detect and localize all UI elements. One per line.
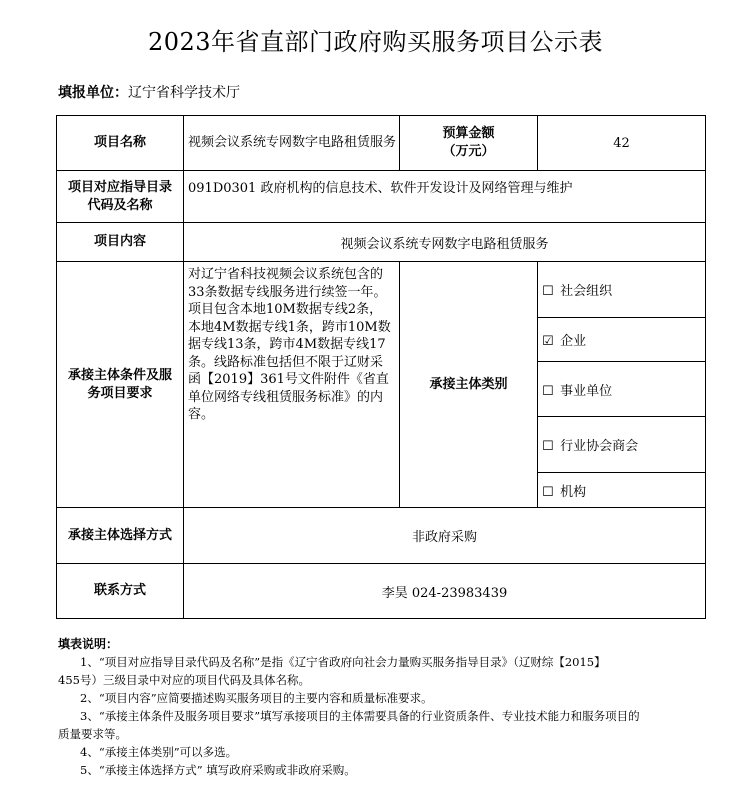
selection-label: 承接主体选择方式 bbox=[57, 508, 184, 564]
entity-type-option-label: 机构 bbox=[560, 484, 587, 500]
reporting-unit-value: 辽宁省科学技术厅 bbox=[128, 85, 240, 101]
note-line: 2、“项目内容”应简要描述购买服务项目的主要内容和质量标准要求。 bbox=[80, 691, 433, 705]
entity-type-option-label: 企业 bbox=[560, 334, 587, 349]
requirements-label: 承接主体条件及服务项目要求 bbox=[57, 262, 184, 508]
row-project-name bbox=[57, 116, 706, 171]
note-line: 质量要求等。 bbox=[58, 727, 127, 741]
note-line: 1、“项目对应指导目录代码及名称”是指《辽宁省政府向社会力量购买服务指导目录》（辽财综【2015】 bbox=[80, 655, 606, 669]
content-label: 项目内容 bbox=[57, 223, 184, 262]
row-selection bbox=[57, 508, 706, 564]
checkbox-icon: ☐ bbox=[542, 439, 554, 454]
checkbox-icon: ☐ bbox=[542, 383, 554, 399]
note-line: 5、“承接主体选择方式” 填写政府采购或非政府采购。 bbox=[80, 763, 356, 777]
entity-type-label: 承接主体类别 bbox=[400, 262, 538, 508]
contact-label: 联系方式 bbox=[57, 564, 184, 619]
entity-type-option-label: 社会组织 bbox=[560, 284, 613, 299]
requirements-value: 对辽宁省科技视频会议系统包含的33条数据专线服务进行续签一年。项目包含本地10M数据专线2条，本地4M数据专线1条，跨市10M数据专线13条，跨市4M数据专线17条。线路标准包括但不限于辽财采函【2019】361号文件附件《省直单位网络专线租赁服务标准》的内容。 bbox=[184, 262, 400, 508]
row-requirements bbox=[57, 262, 706, 318]
selection-value: 非政府采购 bbox=[184, 508, 706, 564]
project-name-value: 视频会议系统专网数字电路租赁服务 bbox=[184, 116, 400, 171]
checkbox-icon: ☐ bbox=[542, 284, 554, 299]
budget-value: 42 bbox=[538, 116, 706, 171]
notes-heading: 填表说明： bbox=[58, 637, 119, 651]
note-line: 455号）三级目录中对应的项目代码及具体名称。 bbox=[58, 673, 310, 687]
entity-type-option bbox=[538, 417, 706, 473]
reporting-unit-label: 填报单位： bbox=[58, 85, 128, 101]
entity-type-option bbox=[538, 473, 706, 508]
budget-label-line2: （万元） bbox=[442, 144, 495, 159]
page-title: 2023年省直部门政府购买服务项目公示表 bbox=[147, 28, 604, 56]
budget-label-line1: 预算金额 bbox=[442, 126, 495, 141]
note-line: 4、“承接主体类别”可以多选。 bbox=[80, 745, 238, 759]
entity-type-option bbox=[538, 262, 706, 318]
catalog-label: 项目对应指导目录代码及名称 bbox=[57, 171, 184, 223]
project-name-label: 项目名称 bbox=[57, 116, 184, 171]
reporting-unit bbox=[58, 82, 240, 102]
entity-type-option bbox=[538, 362, 706, 417]
row-contact bbox=[57, 564, 706, 619]
project-table bbox=[56, 115, 706, 619]
catalog-value: 091D0301 政府机构的信息技术、软件开发设计及网络管理与维护 bbox=[184, 171, 706, 223]
entity-type-option bbox=[538, 318, 706, 362]
row-content bbox=[57, 223, 706, 262]
budget-label bbox=[400, 116, 538, 171]
entity-type-option-label: 事业单位 bbox=[560, 383, 613, 399]
entity-type-option-label: 行业协会商会 bbox=[560, 439, 639, 454]
content-value: 视频会议系统专网数字电路租赁服务 bbox=[184, 223, 706, 262]
checkbox-icon: ☐ bbox=[542, 484, 554, 500]
form-notes bbox=[58, 635, 718, 779]
contact-value: 李昊 024-23983439 bbox=[184, 564, 706, 619]
row-catalog bbox=[57, 171, 706, 223]
note-line: 3、“承接主体条件及服务项目要求”填写承接项目的主体需要具备的行业资质条件、专业技术能力和服务项目的 bbox=[80, 709, 640, 723]
checkbox-checked-icon: ☑ bbox=[542, 334, 554, 349]
